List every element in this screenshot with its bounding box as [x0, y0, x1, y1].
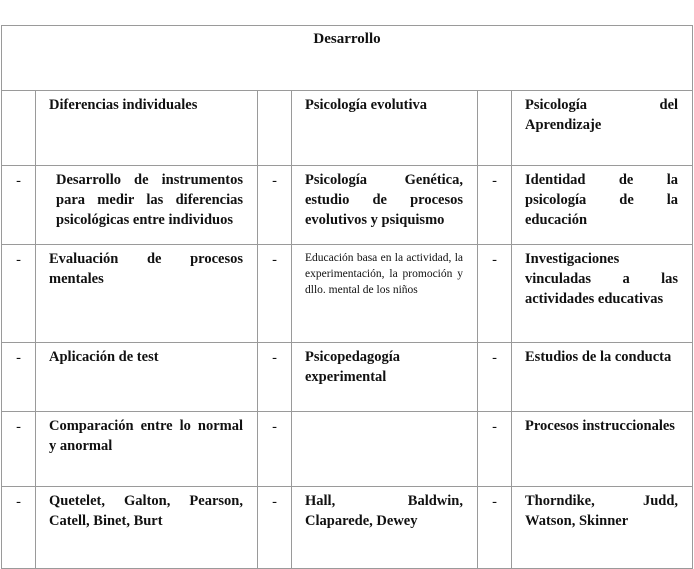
cell-developmental: Educación basa en la actividad, la experimentación, la promoción y dllo. mental de los niños	[292, 245, 478, 343]
cell-developmental: Psicología Genética, estudio de procesos evolutivos y psiquismo	[292, 166, 478, 245]
bullet-marker: -	[478, 245, 512, 343]
cell-individual-differences: Aplicación de test	[36, 343, 258, 412]
bullet-marker: -	[2, 412, 36, 487]
bullet-marker: -	[258, 245, 292, 343]
bullet-marker: -	[478, 487, 512, 569]
bullet-marker: -	[478, 166, 512, 245]
table-row	[2, 166, 693, 245]
blank-cell	[478, 91, 512, 166]
cell-learning: Estudios de la conducta	[512, 343, 693, 412]
cell-learning: Investigaciones vinculadas a las actividades educativas	[512, 245, 693, 343]
bullet-marker: -	[258, 412, 292, 487]
blank-cell	[258, 91, 292, 166]
header-row	[2, 91, 693, 166]
cell-individual-differences: Comparación entre lo normal y anormal	[36, 412, 258, 487]
table-row	[2, 245, 693, 343]
bullet-marker: -	[258, 343, 292, 412]
table-title: Desarrollo	[2, 26, 693, 91]
bullet-marker: -	[258, 166, 292, 245]
column-header-learning-psychology: Psicología del Aprendizaje	[512, 91, 693, 166]
bullet-marker: -	[478, 412, 512, 487]
cell-learning: Procesos instruccionales	[512, 412, 693, 487]
table-row	[2, 343, 693, 412]
table-row	[2, 487, 693, 569]
cell-individual-differences: Evaluación de procesos mentales	[36, 245, 258, 343]
cell-developmental	[292, 412, 478, 487]
bullet-marker: -	[2, 245, 36, 343]
bullet-marker: -	[258, 487, 292, 569]
bullet-marker: -	[2, 487, 36, 569]
cell-individual-differences: Quetelet, Galton, Pearson, Catell, Binet, Burt	[36, 487, 258, 569]
bullet-marker: -	[2, 343, 36, 412]
development-table	[1, 25, 693, 569]
blank-cell	[2, 91, 36, 166]
bullet-marker: -	[2, 166, 36, 245]
cell-individual-differences: Desarrollo de instrumentos para medir las diferencias psicológicas entre individuos	[36, 166, 258, 245]
table-row	[2, 412, 693, 487]
cell-developmental: Psicopedagogía experimental	[292, 343, 478, 412]
cell-developmental: Hall, Baldwin, Claparede, Dewey	[292, 487, 478, 569]
cell-learning: Identidad de la psicología de la educación	[512, 166, 693, 245]
bullet-marker: -	[478, 343, 512, 412]
column-header-individual-differences: Diferencias individuales	[36, 91, 258, 166]
column-header-developmental-psychology: Psicología evolutiva	[292, 91, 478, 166]
cell-learning: Thorndike, Judd, Watson, Skinner	[512, 487, 693, 569]
